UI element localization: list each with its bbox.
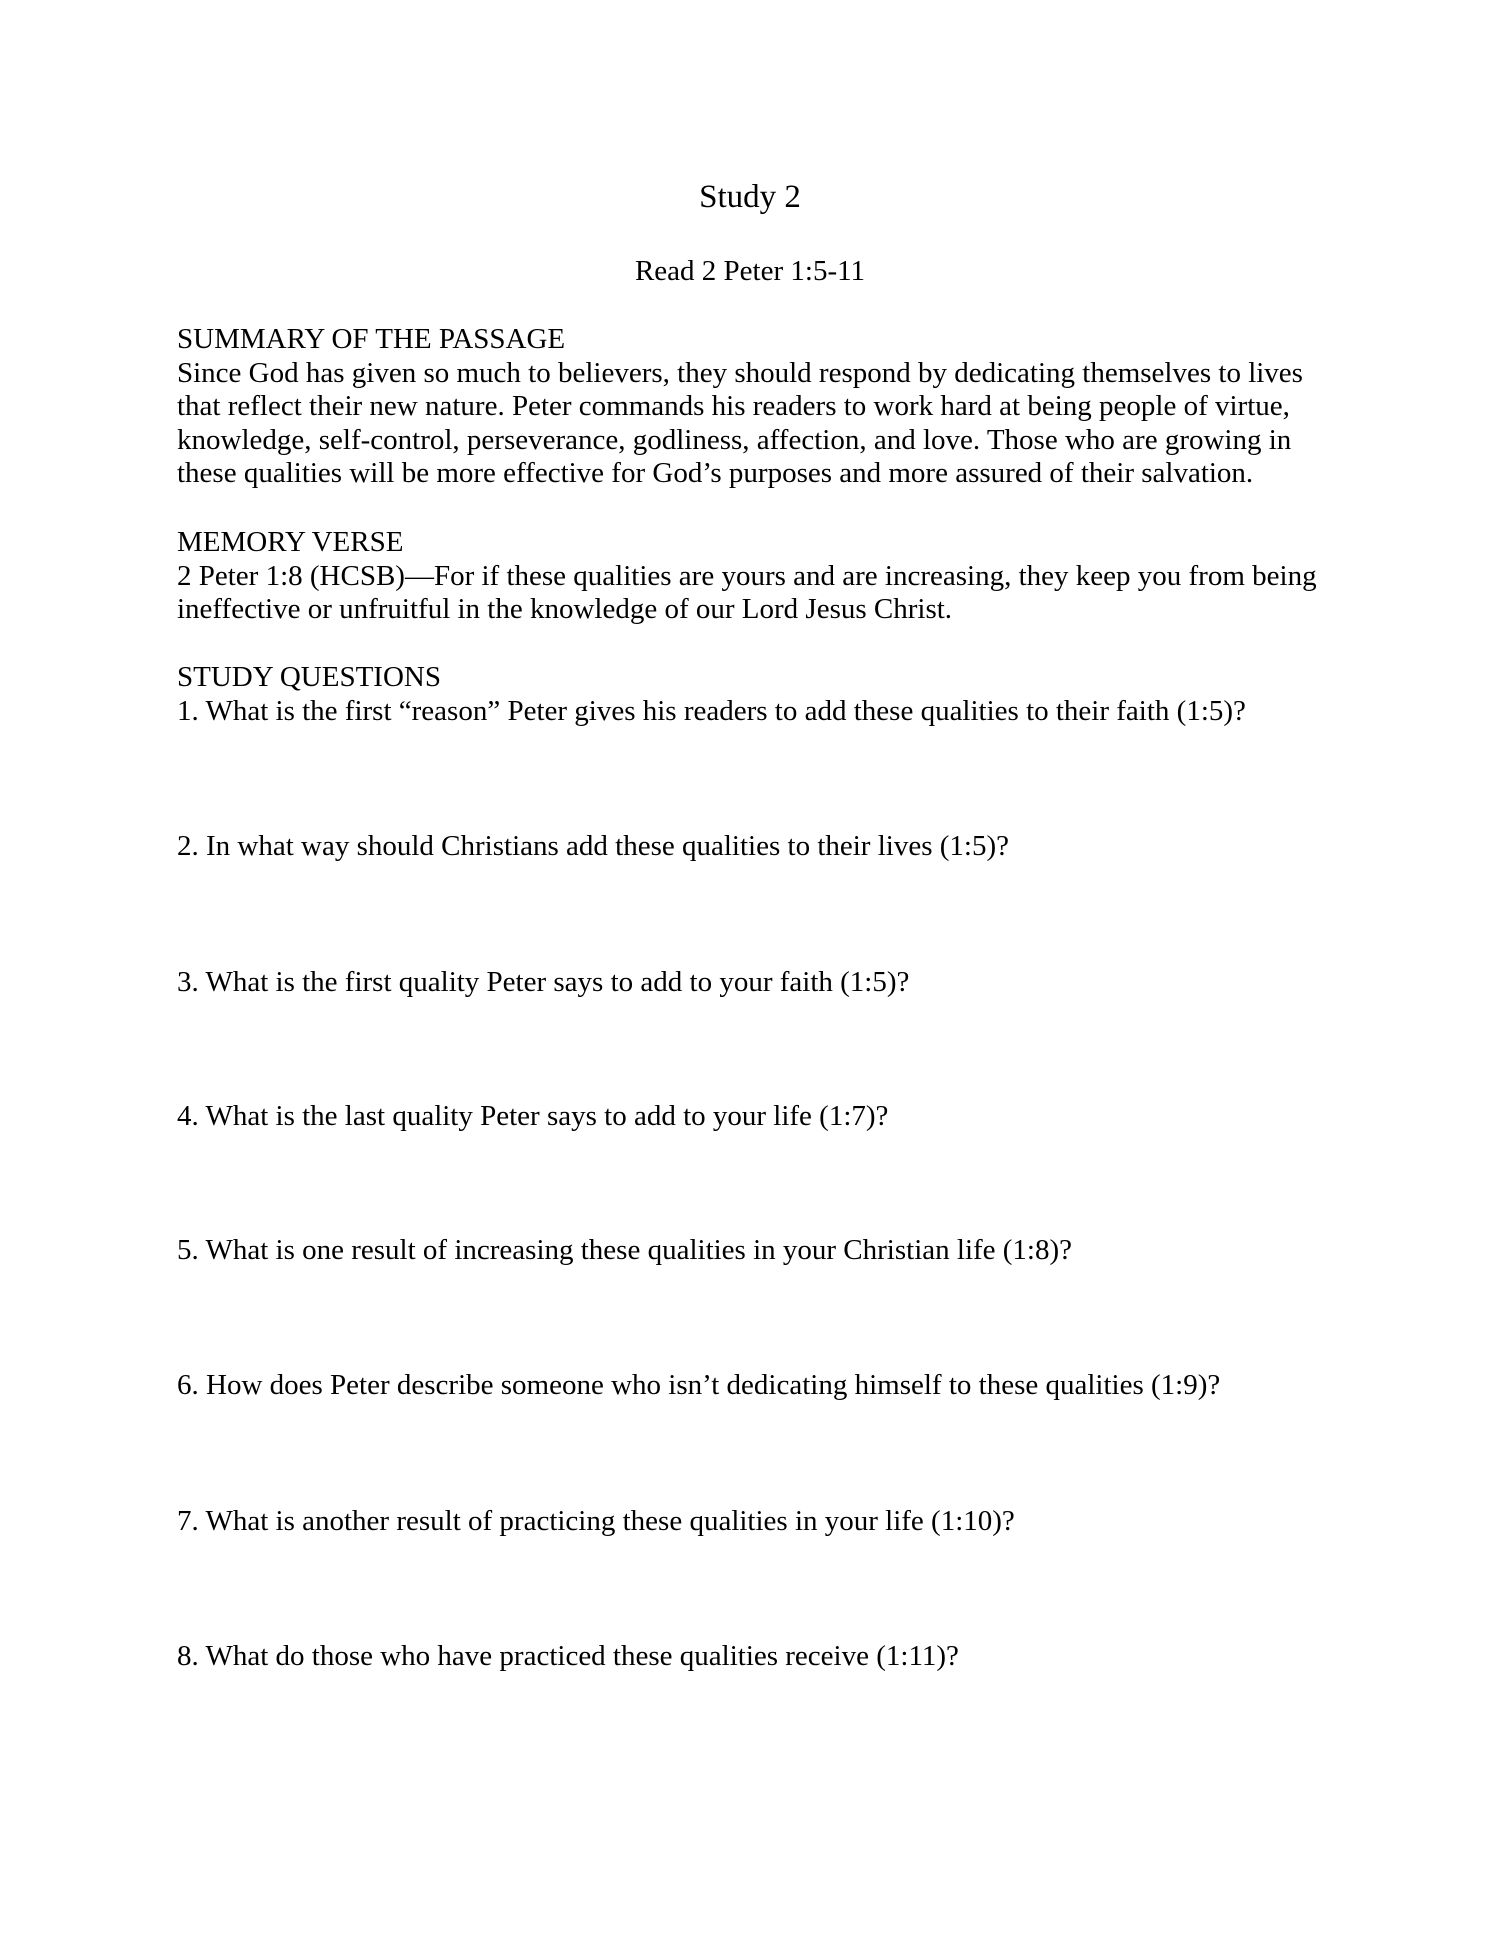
page-title: Study 2 [699,179,801,215]
question-7: 7. What is another result of practicing these qualities in your life (1:10)? [177,1505,1015,1537]
summary-section [177,323,1337,491]
reading-reference: Read 2 Peter 1:5-11 [634,255,866,287]
question-2: 2. In what way should Christians add these qualities to their lives (1:5)? [177,830,1009,862]
memory-verse-heading: MEMORY VERSE [177,526,404,558]
question-4: 4. What is the last quality Peter says to add to your life (1:7)? [177,1100,889,1132]
question-3: 3. What is the first quality Peter says to add to your faith (1:5)? [177,966,910,998]
question-6: 6. How does Peter describe someone who isn’t dedicating himself to these qualities (1:9)? [177,1369,1221,1401]
question-1: 1. What is the first “reason” Peter gives his readers to add these qualities to their faith (1:5)? [177,695,1246,727]
summary-text: Since God has given so much to believers, they should respond by dedicating themselves to lives that reflect their new nature. Peter commands his readers to work hard at being people of virtue, knowledge, self-control, perseverance, godliness, affection, and love. Those who are growing in these qualities will be more effective for God’s purposes and more assured of their salvation. [177,356,1303,490]
question-5: 5. What is one result of increasing these qualities in your Christian life (1:8)? [177,1234,1073,1266]
study-questions-heading: STUDY QUESTIONS [177,661,441,693]
memory-verse-text: 2 Peter 1:8 (HCSB)—For if these qualities are yours and are increasing, they keep you from being ineffective or unfruitful in the knowledge of our Lord Jesus Christ. [177,559,1317,626]
memory-verse-section [177,526,1337,627]
question-8: 8. What do those who have practiced these qualities receive (1:11)? [177,1640,959,1672]
summary-heading: SUMMARY OF THE PASSAGE [177,323,566,355]
